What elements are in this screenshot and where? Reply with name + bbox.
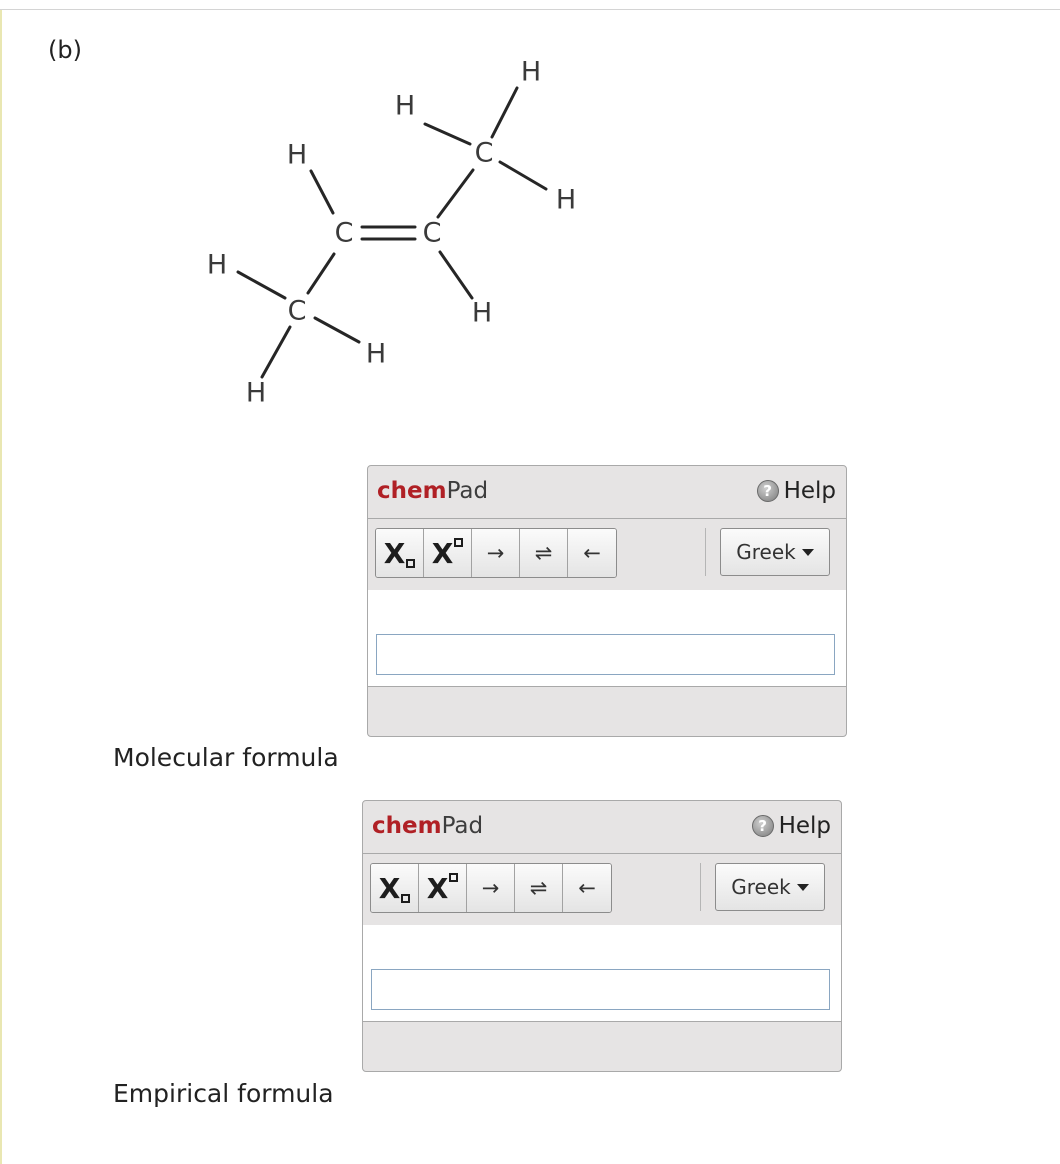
molecular-formula-label: Molecular formula (113, 743, 339, 772)
chempad-empirical (362, 800, 842, 1072)
toolbar-separator (705, 528, 706, 576)
atom-h: H (245, 377, 267, 409)
placeholder-box-icon (449, 873, 458, 882)
atom-c: C (474, 137, 494, 169)
left-arrow-button[interactable]: ← (563, 864, 611, 912)
bond-c4-h3 (500, 162, 546, 189)
bond-h4-c2 (311, 171, 333, 213)
bond-h2-c4 (425, 124, 470, 144)
superscript-glyph: X (431, 536, 454, 570)
help-label: Help (783, 478, 836, 504)
formula-input[interactable] (376, 634, 835, 675)
subscript-button[interactable] (376, 529, 424, 577)
left-arrow-button[interactable]: ← (568, 529, 616, 577)
chempad-logo (377, 478, 488, 504)
atom-c: C (334, 217, 354, 249)
format-button-group (375, 528, 617, 578)
greek-dropdown[interactable] (720, 528, 830, 576)
superscript-glyph: X (426, 871, 449, 905)
bond-c1-h7 (315, 318, 359, 342)
placeholder-box-icon (401, 894, 410, 903)
chempad-header (368, 466, 846, 519)
bond-h5-c1 (238, 272, 285, 298)
chempad-molecular (367, 465, 847, 737)
chempad-body (368, 590, 846, 687)
atom-h: H (286, 139, 308, 171)
logo-chem: chem (377, 478, 447, 504)
equilibrium-arrow-button[interactable]: ⇌ (515, 864, 563, 912)
subscript-glyph: X (383, 536, 406, 570)
atom-c: C (287, 295, 307, 327)
superscript-button[interactable] (424, 529, 472, 577)
help-link[interactable] (752, 813, 831, 839)
chempad-body (363, 925, 841, 1022)
part-label: (b) (48, 36, 82, 64)
greek-dropdown[interactable] (715, 863, 825, 911)
help-link[interactable] (757, 478, 836, 504)
caret-down-icon (802, 549, 814, 556)
caret-down-icon (797, 884, 809, 891)
molecule-structure (0, 0, 700, 440)
empirical-formula-label: Empirical formula (113, 1079, 334, 1108)
right-arrow-button[interactable]: → (467, 864, 515, 912)
atom-h: H (520, 56, 542, 88)
bond-c3-h6 (440, 252, 472, 298)
atom-h: H (365, 338, 387, 370)
format-button-group (370, 863, 612, 913)
toolbar-separator (700, 863, 701, 911)
greek-label: Greek (736, 540, 796, 564)
logo-pad: Pad (446, 478, 489, 504)
question-circle-icon: ? (752, 815, 774, 837)
atom-h: H (394, 90, 416, 122)
chempad-logo (372, 813, 483, 839)
atom-h: H (471, 297, 493, 329)
atom-h: H (555, 184, 577, 216)
atom-c: C (422, 217, 442, 249)
bond-c1-h8 (262, 327, 290, 377)
placeholder-box-icon (454, 538, 463, 547)
bond-h1-c4 (492, 88, 517, 137)
bond-c4-c3 (438, 170, 473, 217)
equilibrium-arrow-button[interactable]: ⇌ (520, 529, 568, 577)
superscript-button[interactable] (419, 864, 467, 912)
logo-pad: Pad (441, 813, 484, 839)
greek-label: Greek (731, 875, 791, 899)
help-label: Help (778, 813, 831, 839)
formula-input[interactable] (371, 969, 830, 1010)
chempad-toolbar (368, 518, 846, 591)
bond-c2-c1 (308, 254, 334, 293)
subscript-glyph: X (378, 871, 401, 905)
chempad-toolbar (363, 853, 841, 926)
right-arrow-button[interactable]: → (472, 529, 520, 577)
subscript-button[interactable] (371, 864, 419, 912)
logo-chem: chem (372, 813, 442, 839)
atom-h: H (206, 249, 228, 281)
chempad-header (363, 801, 841, 854)
question-circle-icon: ? (757, 480, 779, 502)
placeholder-box-icon (406, 559, 415, 568)
